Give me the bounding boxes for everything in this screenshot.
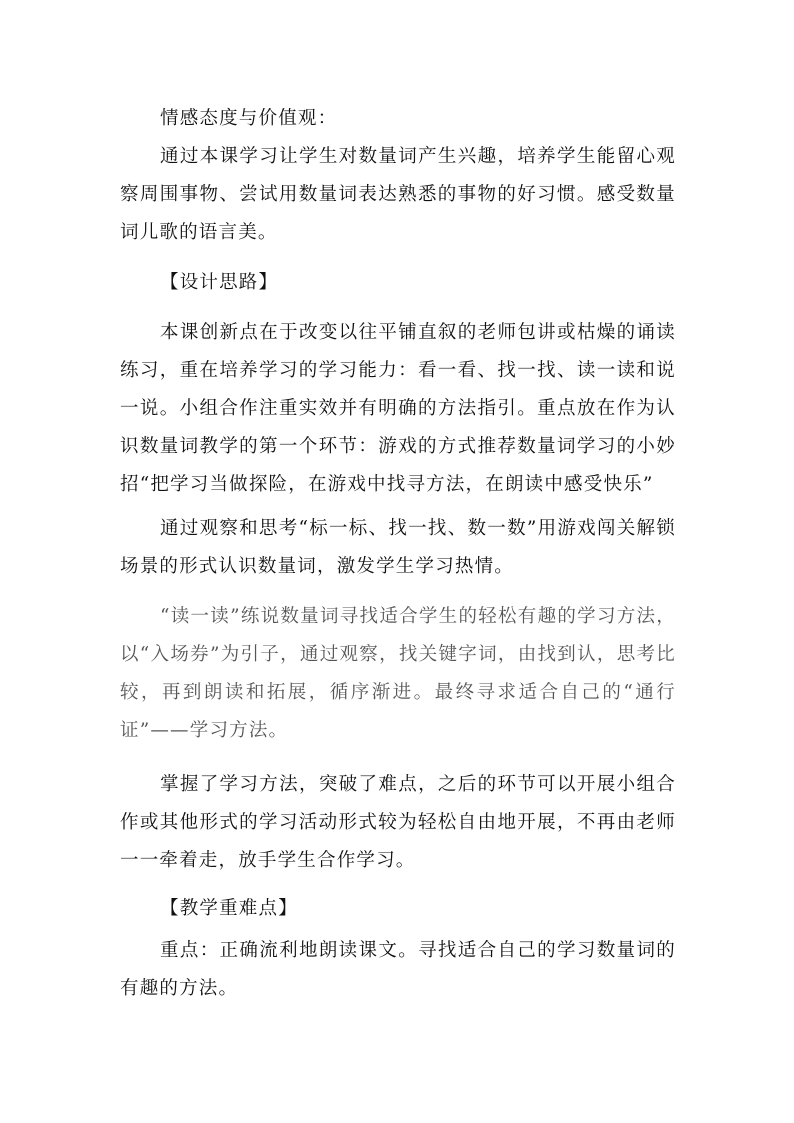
- paragraph-read-practice: “读一读”练说数量词寻找适合学生的轻松有趣的学习方法，以“入场券”为引子，通过观察，找关键字词，由找到认，思考比较，再到朗读和拓展，循序渐进。最终寻求适合自己的“通行证”——学习方法。: [120, 606, 676, 741]
- paragraph-key-points: 重点：正确流利地朗读课文。寻找适合自己的学习数量词的有趣的方法。: [120, 940, 676, 999]
- section-heading-emotion-values: 情感态度与价值观：: [160, 108, 338, 129]
- paragraph-emotion-values: 通过本课学习让学生对数量词产生兴趣，培养学生能留心观察周围事物、尝试用数量词表达熟悉的事物的好习惯。感受数量词儿歌的语言美。: [120, 146, 676, 243]
- paragraph-master-method: 掌握了学习方法，突破了难点，之后的环节可以开展小组合作或其他形式的学习活动形式较为轻松自由地开展，不再由老师一一牵着走，放手学生合作学习。: [120, 774, 676, 871]
- paragraph-design-idea: 本课创新点在于改变以往平铺直叙的老师包讲或枯燥的诵读练习，重在培养学习的学习能力：看一看、找一找、读一读和说一说。小组合作注重实效并有明确的方法指引。重点放在作为认识数量词教学的第一个环节：游戏的方式推荐数量词学习的小妙招“把学习当做探险，在游戏中找寻方法，在朗读中感受快乐”: [120, 322, 676, 495]
- section-heading-key-difficulties: 【教学重难点】: [160, 898, 298, 919]
- paragraph-observe-think: 通过观察和思考“标一标、找一找、数一数”用游戏闯关解锁场景的形式认识数量词，激发学生学习热情。: [120, 518, 676, 577]
- section-heading-design-idea: 【设计思路】: [160, 272, 279, 293]
